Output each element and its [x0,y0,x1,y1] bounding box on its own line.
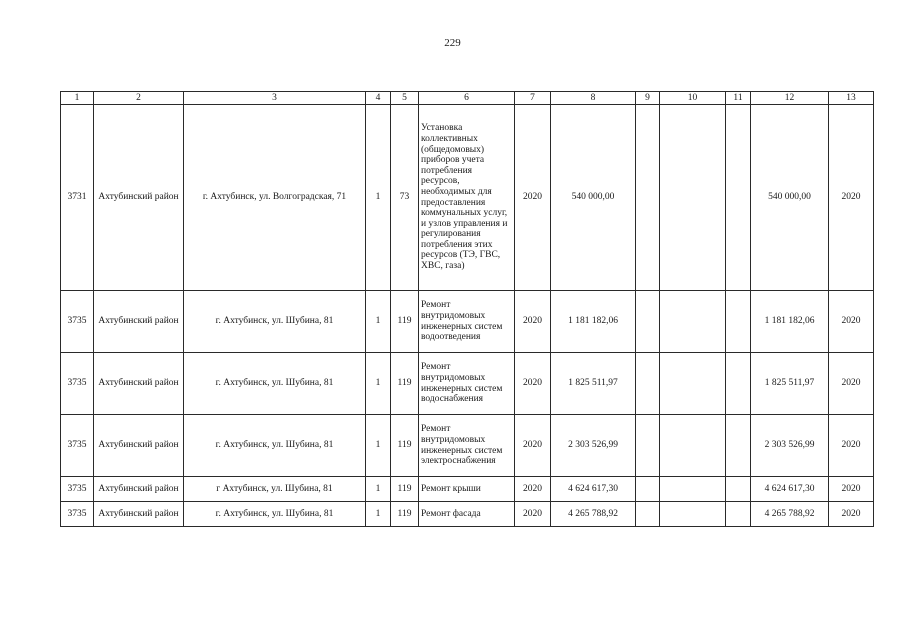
year-cell: 2020 [515,502,551,527]
object-id-cell: 3735 [61,415,94,477]
page-number: 229 [444,37,461,49]
work-type-cell: Ремонт внутридомовых инженерных систем водоотведения [419,291,515,353]
column-header: 10 [660,92,726,105]
district-cell: Ахтубинский район [94,502,184,527]
year-cell: 2020 [515,477,551,502]
table-row [61,353,874,415]
column-header: 5 [391,92,419,105]
work-type-cell: Ремонт фасада [419,502,515,527]
object-id-cell: 3735 [61,291,94,353]
district-cell: Ахтубинский район [94,477,184,502]
table-row [61,291,874,353]
object-id-cell: 3735 [61,353,94,415]
work-type-cell: Ремонт крыши [419,477,515,502]
col10-cell [660,105,726,291]
total-cost-cell: 2 303 526,99 [551,415,636,477]
col12-cell: 540 000,00 [751,105,829,291]
col11-cell [726,353,751,415]
col11-cell [726,502,751,527]
col10-cell [660,415,726,477]
col13-cell: 2020 [829,353,874,415]
col9-cell [636,502,660,527]
total-cost-cell: 4 265 788,92 [551,502,636,527]
col13-cell: 2020 [829,105,874,291]
col13-cell: 2020 [829,502,874,527]
address-cell: г. Ахтубинск, ул. Шубина, 81 [184,353,366,415]
total-cost-cell: 540 000,00 [551,105,636,291]
address-cell: г. Ахтубинск, ул. Шубина, 81 [184,291,366,353]
col9-cell [636,353,660,415]
address-cell: г. Ахтубинск, ул. Шубина, 81 [184,415,366,477]
col13-cell: 2020 [829,415,874,477]
table-row [61,477,874,502]
col4-cell: 1 [366,477,391,502]
year-cell: 2020 [515,415,551,477]
total-cost-cell: 1 825 511,97 [551,353,636,415]
total-cost-cell: 4 624 617,30 [551,477,636,502]
work-type-cell: Установка коллективных (общедомовых) приборов учета потребления ресурсов, необходимых для предоставления коммунальных услуг, и узлов управления и регулирования потребления этих ресурсов (ТЭ, ГВС, ХВС, газа) [419,105,515,291]
column-header: 7 [515,92,551,105]
column-header: 9 [636,92,660,105]
col12-cell: 1 181 182,06 [751,291,829,353]
col12-cell: 4 624 617,30 [751,477,829,502]
col10-cell [660,477,726,502]
district-cell: Ахтубинский район [94,105,184,291]
col13-cell: 2020 [829,477,874,502]
col13-cell: 2020 [829,291,874,353]
header-row [61,92,874,105]
col9-cell [636,105,660,291]
col12-cell: 1 825 511,97 [751,353,829,415]
address-cell: г. Ахтубинск, ул. Волгоградская, 71 [184,105,366,291]
col5-cell: 119 [391,291,419,353]
column-header: 11 [726,92,751,105]
column-header: 3 [184,92,366,105]
col9-cell [636,415,660,477]
capital-repair-table [60,91,874,527]
col4-cell: 1 [366,105,391,291]
col9-cell [636,291,660,353]
col9-cell [636,477,660,502]
district-cell: Ахтубинский район [94,291,184,353]
col5-cell: 73 [391,105,419,291]
total-cost-cell: 1 181 182,06 [551,291,636,353]
col4-cell: 1 [366,502,391,527]
col10-cell [660,502,726,527]
col4-cell: 1 [366,291,391,353]
column-header: 1 [61,92,94,105]
column-header: 12 [751,92,829,105]
column-header: 8 [551,92,636,105]
col4-cell: 1 [366,415,391,477]
year-cell: 2020 [515,291,551,353]
col12-cell: 4 265 788,92 [751,502,829,527]
column-header: 2 [94,92,184,105]
work-type-cell: Ремонт внутридомовых инженерных систем водоснабжения [419,353,515,415]
col10-cell [660,353,726,415]
year-cell: 2020 [515,353,551,415]
district-cell: Ахтубинский район [94,353,184,415]
col5-cell: 119 [391,415,419,477]
col5-cell: 119 [391,502,419,527]
object-id-cell: 3735 [61,502,94,527]
address-cell: г. Ахтубинск, ул. Шубина, 81 [184,502,366,527]
column-header: 13 [829,92,874,105]
col11-cell [726,291,751,353]
object-id-cell: 3735 [61,477,94,502]
col5-cell: 119 [391,477,419,502]
year-cell: 2020 [515,105,551,291]
table-row [61,415,874,477]
column-header: 4 [366,92,391,105]
col4-cell: 1 [366,353,391,415]
col5-cell: 119 [391,353,419,415]
col11-cell [726,477,751,502]
col11-cell [726,105,751,291]
col10-cell [660,291,726,353]
district-cell: Ахтубинский район [94,415,184,477]
column-header: 6 [419,92,515,105]
table-row [61,105,874,291]
object-id-cell: 3731 [61,105,94,291]
address-cell: г Ахтубинск, ул. Шубина, 81 [184,477,366,502]
table-row [61,502,874,527]
col11-cell [726,415,751,477]
col12-cell: 2 303 526,99 [751,415,829,477]
work-type-cell: Ремонт внутридомовых инженерных систем электроснабжения [419,415,515,477]
